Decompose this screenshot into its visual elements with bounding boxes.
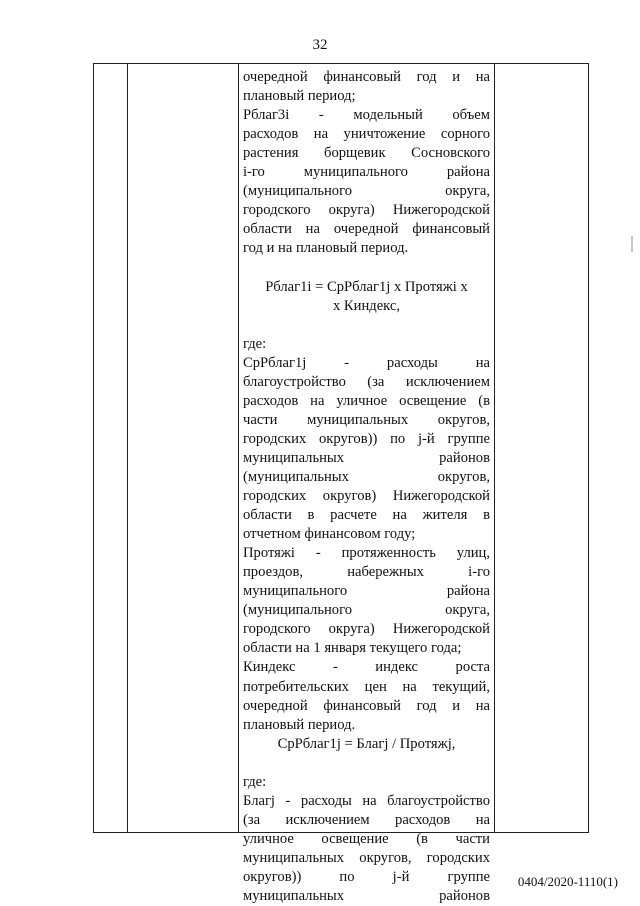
text-line: области на 1 января текущего года; [243, 640, 462, 657]
text-line: расходов на уничтожение сорного [243, 126, 490, 143]
text-line: плановый период. [243, 716, 356, 733]
blank-line [243, 316, 490, 335]
text-line: потребительских цен на текущий, [243, 678, 490, 695]
text-line: муниципальных районов [243, 888, 490, 905]
text-line: муниципальных районов [243, 449, 490, 466]
text-line: области на очередной финансовый [243, 221, 490, 238]
text-line: очередной финансовый год и на [243, 69, 490, 85]
text-line: где: [243, 335, 267, 352]
text-line: СрРблаг1j = Благj / Протяжj, [277, 735, 456, 752]
text-line: (муниципального округа, [243, 602, 490, 619]
text-line: уличное освещение (в части [243, 830, 490, 847]
text-line: (муниципальных округов, [243, 468, 490, 485]
text-line: Киндекс - индекс роста [243, 659, 490, 676]
text-line: (муниципального округа, [243, 183, 490, 200]
text-line: расходов на уличное освещение (в [243, 392, 490, 409]
column-divider [127, 64, 128, 832]
text-line: части муниципальных округов, [243, 411, 490, 428]
text-line: СрРблаг1j - расходы на [243, 354, 490, 371]
text-line: x Киндекс, [332, 297, 401, 314]
text-line: Рблаг1i = СрРблаг1j x Протяжi x [265, 278, 468, 295]
scan-artifact [631, 236, 633, 252]
blank-line [243, 754, 490, 773]
text-line: растения борщевик Сосновского [243, 145, 490, 162]
text-line: муниципальных округов, городских [243, 849, 490, 866]
text-line: очередной финансовый год и на [243, 697, 490, 714]
text-line: муниципального района [243, 583, 490, 600]
text-line: городского округа) Нижегородской [243, 202, 490, 219]
column-divider [238, 64, 239, 832]
text-line: городских округов) Нижегородской [243, 488, 490, 505]
text-line: Рблаг3i - модельный объем [243, 107, 490, 124]
text-line: области в расчете на жителя в [243, 507, 490, 524]
blank-line [243, 258, 490, 277]
text-line: год и на плановый период. [243, 240, 409, 257]
page-number: 32 [312, 37, 328, 53]
text-line: городских округов)) по j-й группе [243, 430, 490, 447]
text-line: проездов, набережных i-го [243, 564, 490, 581]
text-line: (за исключением расходов на [243, 811, 490, 828]
text-line: Протяжi - протяженность улиц, [243, 545, 490, 562]
column-divider [494, 64, 495, 832]
text-line: округов)) по j-й группе [243, 868, 490, 885]
document-code: 0404/2020-1110(1) [517, 874, 618, 889]
text-line: плановый период; [243, 88, 356, 105]
text-line: благоустройство (за исключением [243, 373, 490, 390]
text-line: Благj - расходы на благоустройство [243, 792, 490, 809]
formula-description-cell [243, 68, 490, 906]
text-line: i-го муниципального района [243, 164, 490, 181]
text-line: городского округа) Нижегородской [243, 621, 490, 638]
text-line: отчетном финансовом году; [243, 526, 416, 543]
text-line: где: [243, 773, 267, 790]
